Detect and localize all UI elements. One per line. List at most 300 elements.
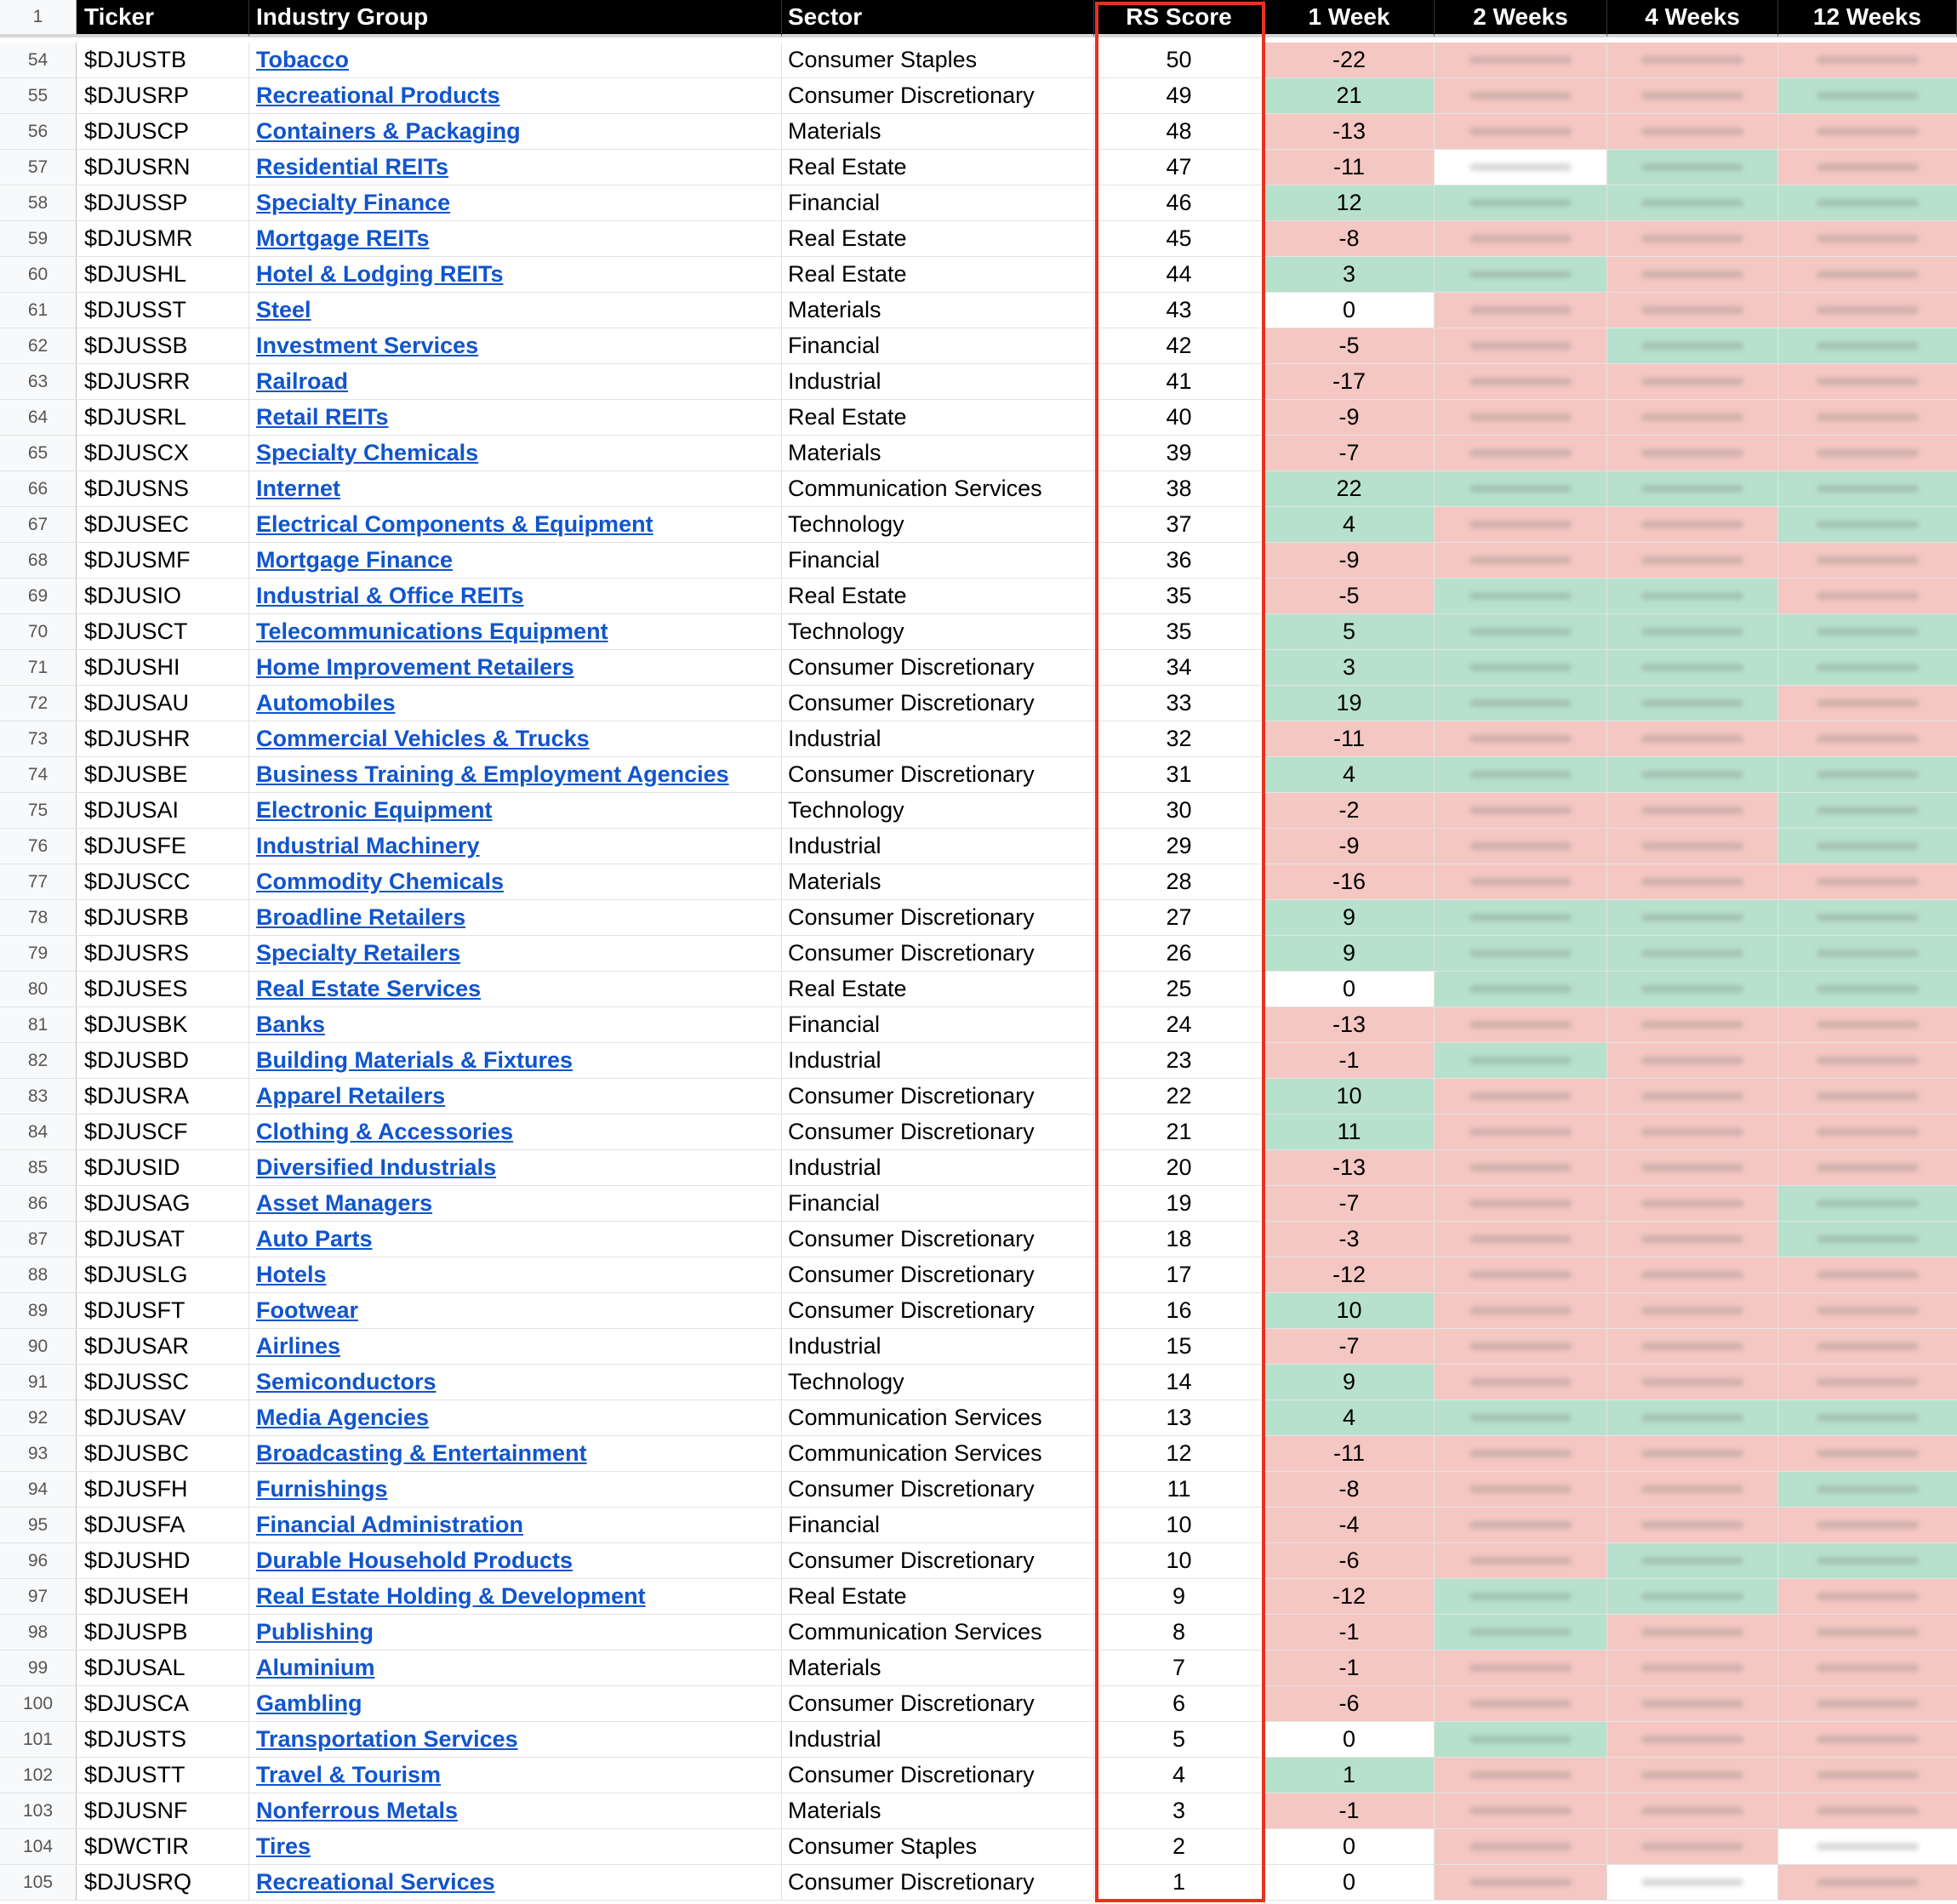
change-1-week-cell[interactable]: -12 xyxy=(1264,1579,1435,1615)
ticker-cell[interactable]: $DJUSNS xyxy=(77,471,249,507)
change-2-weeks-cell[interactable] xyxy=(1435,257,1607,293)
row-number[interactable]: 61 xyxy=(0,293,77,328)
change-12-weeks-cell[interactable] xyxy=(1778,1579,1957,1615)
industry-group-cell[interactable] xyxy=(249,1329,782,1365)
ticker-cell[interactable]: $DJUSLG xyxy=(77,1257,249,1293)
change-4-weeks-cell[interactable] xyxy=(1607,1114,1778,1150)
sector-cell[interactable]: Industrial xyxy=(782,1329,1094,1365)
change-12-weeks-cell[interactable] xyxy=(1778,436,1957,471)
row-number[interactable]: 91 xyxy=(0,1365,77,1400)
change-12-weeks-cell[interactable] xyxy=(1778,1400,1957,1436)
change-12-weeks-cell[interactable] xyxy=(1778,614,1957,650)
change-12-weeks-cell[interactable] xyxy=(1778,936,1957,972)
change-12-weeks-cell[interactable] xyxy=(1778,1793,1957,1829)
ticker-cell[interactable]: $DJUSAU xyxy=(77,686,249,721)
industry-group-link[interactable]: Aluminium xyxy=(256,1655,375,1680)
change-2-weeks-cell[interactable] xyxy=(1435,1079,1607,1114)
change-1-week-cell[interactable]: 19 xyxy=(1264,686,1435,721)
industry-group-link[interactable]: Business Training & Employment Agencies xyxy=(256,761,729,787)
change-12-weeks-cell[interactable] xyxy=(1778,1508,1957,1543)
ticker-cell[interactable]: $DJUSSP xyxy=(77,185,249,221)
row-number[interactable]: 94 xyxy=(0,1472,77,1508)
ticker-cell[interactable]: $DJUSEC xyxy=(77,507,249,543)
change-2-weeks-cell[interactable] xyxy=(1435,471,1607,507)
change-4-weeks-cell[interactable] xyxy=(1607,543,1778,579)
industry-group-link[interactable]: Internet xyxy=(256,476,341,501)
change-12-weeks-cell[interactable] xyxy=(1778,757,1957,793)
change-12-weeks-cell[interactable] xyxy=(1778,650,1957,686)
header-12-weeks[interactable]: 12 Weeks xyxy=(1778,0,1957,37)
industry-group-link[interactable]: Industrial Machinery xyxy=(256,833,480,858)
change-1-week-cell[interactable]: 4 xyxy=(1264,757,1435,793)
industry-group-cell[interactable] xyxy=(249,1257,782,1293)
industry-group-link[interactable]: Automobiles xyxy=(256,690,396,715)
rs-score-cell[interactable]: 34 xyxy=(1094,650,1264,686)
sector-cell[interactable]: Consumer Discretionary xyxy=(782,1686,1094,1722)
change-4-weeks-cell[interactable] xyxy=(1607,1865,1778,1901)
industry-group-cell[interactable] xyxy=(249,793,782,829)
rs-score-cell[interactable]: 38 xyxy=(1094,471,1264,507)
change-2-weeks-cell[interactable] xyxy=(1435,1758,1607,1793)
change-12-weeks-cell[interactable] xyxy=(1778,543,1957,579)
ticker-cell[interactable]: $DJUSAG xyxy=(77,1186,249,1222)
ticker-cell[interactable]: $DJUSAV xyxy=(77,1400,249,1436)
change-2-weeks-cell[interactable] xyxy=(1435,1222,1607,1257)
change-2-weeks-cell[interactable] xyxy=(1435,1365,1607,1400)
rs-score-cell[interactable]: 16 xyxy=(1094,1293,1264,1329)
industry-group-cell[interactable] xyxy=(249,579,782,614)
change-2-weeks-cell[interactable] xyxy=(1435,1400,1607,1436)
change-4-weeks-cell[interactable] xyxy=(1607,972,1778,1007)
industry-group-link[interactable]: Footwear xyxy=(256,1297,359,1323)
change-12-weeks-cell[interactable] xyxy=(1778,1186,1957,1222)
change-4-weeks-cell[interactable] xyxy=(1607,1615,1778,1650)
change-4-weeks-cell[interactable] xyxy=(1607,793,1778,829)
sector-cell[interactable]: Communication Services xyxy=(782,1436,1094,1472)
row-number[interactable]: 63 xyxy=(0,364,77,400)
ticker-cell[interactable]: $DWCTIR xyxy=(77,1829,249,1865)
sector-cell[interactable]: Consumer Discretionary xyxy=(782,650,1094,686)
change-12-weeks-cell[interactable] xyxy=(1778,686,1957,721)
change-12-weeks-cell[interactable] xyxy=(1778,114,1957,150)
industry-group-link[interactable]: Mortgage Finance xyxy=(256,547,454,573)
change-4-weeks-cell[interactable] xyxy=(1607,721,1778,757)
ticker-cell[interactable]: $DJUSCT xyxy=(77,614,249,650)
row-number[interactable]: 104 xyxy=(0,1829,77,1865)
row-number[interactable]: 65 xyxy=(0,436,77,471)
change-12-weeks-cell[interactable] xyxy=(1778,1829,1957,1865)
ticker-cell[interactable]: $DJUSTB xyxy=(77,43,249,78)
sector-cell[interactable]: Real Estate xyxy=(782,221,1094,257)
ticker-cell[interactable]: $DJUSBC xyxy=(77,1436,249,1472)
rs-score-cell[interactable]: 28 xyxy=(1094,864,1264,900)
change-12-weeks-cell[interactable] xyxy=(1778,507,1957,543)
sector-cell[interactable]: Financial xyxy=(782,543,1094,579)
rs-score-cell[interactable]: 8 xyxy=(1094,1615,1264,1650)
change-4-weeks-cell[interactable] xyxy=(1607,1293,1778,1329)
sector-cell[interactable]: Consumer Discretionary xyxy=(782,757,1094,793)
ticker-cell[interactable]: $DJUSMR xyxy=(77,221,249,257)
change-1-week-cell[interactable]: 12 xyxy=(1264,185,1435,221)
rs-score-cell[interactable]: 17 xyxy=(1094,1257,1264,1293)
industry-group-cell[interactable] xyxy=(249,1079,782,1114)
change-12-weeks-cell[interactable] xyxy=(1778,579,1957,614)
industry-group-link[interactable]: Asset Managers xyxy=(256,1190,433,1216)
change-1-week-cell[interactable]: -13 xyxy=(1264,114,1435,150)
sector-cell[interactable]: Communication Services xyxy=(782,471,1094,507)
change-2-weeks-cell[interactable] xyxy=(1435,1257,1607,1293)
ticker-cell[interactable]: $DJUSFE xyxy=(77,829,249,864)
rs-score-cell[interactable]: 39 xyxy=(1094,436,1264,471)
change-2-weeks-cell[interactable] xyxy=(1435,150,1607,185)
row-number[interactable]: 93 xyxy=(0,1436,77,1472)
industry-group-cell[interactable] xyxy=(249,364,782,400)
ticker-cell[interactable]: $DJUSRQ xyxy=(77,1865,249,1901)
industry-group-link[interactable]: Tires xyxy=(256,1833,311,1859)
change-1-week-cell[interactable]: 10 xyxy=(1264,1293,1435,1329)
header-ticker[interactable]: Ticker xyxy=(77,0,249,37)
rs-score-cell[interactable]: 3 xyxy=(1094,1793,1264,1829)
industry-group-cell[interactable] xyxy=(249,1650,782,1686)
change-1-week-cell[interactable]: -1 xyxy=(1264,1043,1435,1079)
change-4-weeks-cell[interactable] xyxy=(1607,579,1778,614)
rs-score-cell[interactable]: 10 xyxy=(1094,1508,1264,1543)
row-number[interactable]: 66 xyxy=(0,471,77,507)
sector-cell[interactable]: Industrial xyxy=(782,1150,1094,1186)
change-4-weeks-cell[interactable] xyxy=(1607,1472,1778,1508)
sector-cell[interactable]: Technology xyxy=(782,507,1094,543)
change-12-weeks-cell[interactable] xyxy=(1778,1114,1957,1150)
industry-group-link[interactable]: Telecommunications Equipment xyxy=(256,619,608,644)
change-12-weeks-cell[interactable] xyxy=(1778,900,1957,936)
change-1-week-cell[interactable]: -11 xyxy=(1264,1436,1435,1472)
change-4-weeks-cell[interactable] xyxy=(1607,257,1778,293)
ticker-cell[interactable]: $DJUSCC xyxy=(77,864,249,900)
change-4-weeks-cell[interactable] xyxy=(1607,1400,1778,1436)
change-1-week-cell[interactable]: -2 xyxy=(1264,793,1435,829)
sector-cell[interactable]: Materials xyxy=(782,293,1094,328)
row-number[interactable]: 54 xyxy=(0,43,77,78)
change-1-week-cell[interactable]: 0 xyxy=(1264,1865,1435,1901)
sector-cell[interactable]: Consumer Discretionary xyxy=(782,1114,1094,1150)
change-4-weeks-cell[interactable] xyxy=(1607,1329,1778,1365)
row-number[interactable]: 58 xyxy=(0,185,77,221)
rs-score-cell[interactable]: 31 xyxy=(1094,757,1264,793)
change-2-weeks-cell[interactable] xyxy=(1435,650,1607,686)
industry-group-cell[interactable] xyxy=(249,1579,782,1615)
rs-score-cell[interactable]: 9 xyxy=(1094,1579,1264,1615)
rs-score-cell[interactable]: 44 xyxy=(1094,257,1264,293)
header-industry-group[interactable]: Industry Group xyxy=(249,0,782,37)
row-number[interactable]: 90 xyxy=(0,1329,77,1365)
sector-cell[interactable]: Industrial xyxy=(782,721,1094,757)
change-12-weeks-cell[interactable] xyxy=(1778,1650,1957,1686)
change-2-weeks-cell[interactable] xyxy=(1435,1686,1607,1722)
industry-group-link[interactable]: Furnishings xyxy=(256,1476,388,1502)
change-4-weeks-cell[interactable] xyxy=(1607,1043,1778,1079)
sector-cell[interactable]: Consumer Discretionary xyxy=(782,1758,1094,1793)
change-12-weeks-cell[interactable] xyxy=(1778,78,1957,114)
industry-group-link[interactable]: Travel & Tourism xyxy=(256,1762,442,1787)
rs-score-cell[interactable]: 30 xyxy=(1094,793,1264,829)
industry-group-cell[interactable] xyxy=(249,221,782,257)
rs-score-cell[interactable]: 46 xyxy=(1094,185,1264,221)
change-2-weeks-cell[interactable] xyxy=(1435,114,1607,150)
rs-score-cell[interactable]: 43 xyxy=(1094,293,1264,328)
industry-group-cell[interactable] xyxy=(249,1615,782,1650)
row-number[interactable]: 78 xyxy=(0,900,77,936)
industry-group-cell[interactable] xyxy=(249,757,782,793)
change-1-week-cell[interactable]: 0 xyxy=(1264,1722,1435,1758)
rs-score-cell[interactable]: 47 xyxy=(1094,150,1264,185)
sector-cell[interactable]: Materials xyxy=(782,114,1094,150)
industry-group-link[interactable]: Auto Parts xyxy=(256,1226,373,1251)
change-12-weeks-cell[interactable] xyxy=(1778,1722,1957,1758)
row-number[interactable]: 70 xyxy=(0,614,77,650)
change-1-week-cell[interactable]: -11 xyxy=(1264,150,1435,185)
ticker-cell[interactable]: $DJUSMF xyxy=(77,543,249,579)
sector-cell[interactable]: Industrial xyxy=(782,1722,1094,1758)
ticker-cell[interactable]: $DJUSFH xyxy=(77,1472,249,1508)
sector-cell[interactable]: Communication Services xyxy=(782,1615,1094,1650)
sector-cell[interactable]: Industrial xyxy=(782,364,1094,400)
industry-group-link[interactable]: Transportation Services xyxy=(256,1726,518,1752)
row-number[interactable]: 99 xyxy=(0,1650,77,1686)
row-number[interactable]: 81 xyxy=(0,1007,77,1043)
industry-group-link[interactable]: Specialty Finance xyxy=(256,190,451,215)
industry-group-cell[interactable] xyxy=(249,650,782,686)
change-1-week-cell[interactable]: 9 xyxy=(1264,1365,1435,1400)
industry-group-link[interactable]: Retail REITs xyxy=(256,404,389,430)
change-1-week-cell[interactable]: -13 xyxy=(1264,1150,1435,1186)
industry-group-link[interactable]: Residential REITs xyxy=(256,154,449,180)
industry-group-link[interactable]: Clothing & Accessories xyxy=(256,1119,514,1144)
change-1-week-cell[interactable]: -13 xyxy=(1264,1007,1435,1043)
row-number[interactable]: 105 xyxy=(0,1865,77,1901)
ticker-cell[interactable]: $DJUSHI xyxy=(77,650,249,686)
change-2-weeks-cell[interactable] xyxy=(1435,686,1607,721)
change-1-week-cell[interactable]: -8 xyxy=(1264,221,1435,257)
industry-group-cell[interactable] xyxy=(249,114,782,150)
row-number[interactable]: 98 xyxy=(0,1615,77,1650)
change-4-weeks-cell[interactable] xyxy=(1607,686,1778,721)
change-12-weeks-cell[interactable] xyxy=(1778,471,1957,507)
change-2-weeks-cell[interactable] xyxy=(1435,293,1607,328)
change-2-weeks-cell[interactable] xyxy=(1435,1150,1607,1186)
change-1-week-cell[interactable]: -1 xyxy=(1264,1615,1435,1650)
sector-cell[interactable]: Technology xyxy=(782,793,1094,829)
change-4-weeks-cell[interactable] xyxy=(1607,650,1778,686)
rs-score-cell[interactable]: 15 xyxy=(1094,1329,1264,1365)
change-2-weeks-cell[interactable] xyxy=(1435,793,1607,829)
change-1-week-cell[interactable]: 9 xyxy=(1264,936,1435,972)
change-1-week-cell[interactable]: -6 xyxy=(1264,1543,1435,1579)
rs-score-cell[interactable]: 42 xyxy=(1094,328,1264,364)
row-number[interactable]: 100 xyxy=(0,1686,77,1722)
rs-score-cell[interactable]: 26 xyxy=(1094,936,1264,972)
change-4-weeks-cell[interactable] xyxy=(1607,1079,1778,1114)
industry-group-cell[interactable] xyxy=(249,78,782,114)
rs-score-cell[interactable]: 10 xyxy=(1094,1543,1264,1579)
change-12-weeks-cell[interactable] xyxy=(1778,1222,1957,1257)
row-number[interactable]: 84 xyxy=(0,1114,77,1150)
change-1-week-cell[interactable]: -12 xyxy=(1264,1257,1435,1293)
change-2-weeks-cell[interactable] xyxy=(1435,507,1607,543)
rs-score-cell[interactable]: 18 xyxy=(1094,1222,1264,1257)
change-2-weeks-cell[interactable] xyxy=(1435,221,1607,257)
sector-cell[interactable]: Real Estate xyxy=(782,972,1094,1007)
ticker-cell[interactable]: $DJUSEH xyxy=(77,1579,249,1615)
sector-cell[interactable]: Real Estate xyxy=(782,257,1094,293)
row-number[interactable]: 95 xyxy=(0,1508,77,1543)
change-4-weeks-cell[interactable] xyxy=(1607,1650,1778,1686)
row-number[interactable]: 1 xyxy=(0,0,77,37)
industry-group-cell[interactable] xyxy=(249,1472,782,1508)
change-2-weeks-cell[interactable] xyxy=(1435,829,1607,864)
industry-group-cell[interactable] xyxy=(249,1793,782,1829)
sector-cell[interactable]: Industrial xyxy=(782,829,1094,864)
row-number[interactable]: 103 xyxy=(0,1793,77,1829)
change-12-weeks-cell[interactable] xyxy=(1778,1043,1957,1079)
change-2-weeks-cell[interactable] xyxy=(1435,1114,1607,1150)
industry-group-link[interactable]: Broadcasting & Entertainment xyxy=(256,1440,587,1466)
rs-score-cell[interactable]: 7 xyxy=(1094,1650,1264,1686)
change-2-weeks-cell[interactable] xyxy=(1435,1472,1607,1508)
row-number[interactable]: 71 xyxy=(0,650,77,686)
change-2-weeks-cell[interactable] xyxy=(1435,1543,1607,1579)
change-4-weeks-cell[interactable] xyxy=(1607,1686,1778,1722)
ticker-cell[interactable]: $DJUSBD xyxy=(77,1043,249,1079)
change-12-weeks-cell[interactable] xyxy=(1778,185,1957,221)
row-number[interactable]: 79 xyxy=(0,936,77,972)
change-2-weeks-cell[interactable] xyxy=(1435,900,1607,936)
change-12-weeks-cell[interactable] xyxy=(1778,150,1957,185)
industry-group-cell[interactable] xyxy=(249,1365,782,1400)
industry-group-cell[interactable] xyxy=(249,1222,782,1257)
industry-group-link[interactable]: Electronic Equipment xyxy=(256,797,493,823)
ticker-cell[interactable]: $DJUSST xyxy=(77,293,249,328)
sector-cell[interactable]: Consumer Discretionary xyxy=(782,1257,1094,1293)
change-1-week-cell[interactable]: -4 xyxy=(1264,1508,1435,1543)
change-1-week-cell[interactable]: 0 xyxy=(1264,972,1435,1007)
industry-group-link[interactable]: Diversified Industrials xyxy=(256,1154,497,1180)
rs-score-cell[interactable]: 13 xyxy=(1094,1400,1264,1436)
rs-score-cell[interactable]: 21 xyxy=(1094,1114,1264,1150)
change-12-weeks-cell[interactable] xyxy=(1778,1257,1957,1293)
ticker-cell[interactable]: $DJUSCX xyxy=(77,436,249,471)
sector-cell[interactable]: Consumer Discretionary xyxy=(782,936,1094,972)
rs-score-cell[interactable]: 36 xyxy=(1094,543,1264,579)
change-2-weeks-cell[interactable] xyxy=(1435,864,1607,900)
change-4-weeks-cell[interactable] xyxy=(1607,1150,1778,1186)
rs-score-cell[interactable]: 4 xyxy=(1094,1758,1264,1793)
change-12-weeks-cell[interactable] xyxy=(1778,829,1957,864)
industry-group-link[interactable]: Real Estate Holding & Development xyxy=(256,1583,646,1609)
row-number[interactable]: 92 xyxy=(0,1400,77,1436)
industry-group-cell[interactable] xyxy=(249,972,782,1007)
ticker-cell[interactable]: $DJUSRL xyxy=(77,400,249,436)
change-2-weeks-cell[interactable] xyxy=(1435,721,1607,757)
industry-group-cell[interactable] xyxy=(249,1508,782,1543)
change-1-week-cell[interactable]: -7 xyxy=(1264,1329,1435,1365)
sector-cell[interactable]: Materials xyxy=(782,864,1094,900)
change-1-week-cell[interactable]: 9 xyxy=(1264,900,1435,936)
ticker-cell[interactable]: $DJUSCF xyxy=(77,1114,249,1150)
change-2-weeks-cell[interactable] xyxy=(1435,328,1607,364)
rs-score-cell[interactable]: 27 xyxy=(1094,900,1264,936)
row-number[interactable]: 75 xyxy=(0,793,77,829)
industry-group-link[interactable]: Airlines xyxy=(256,1333,341,1359)
industry-group-cell[interactable] xyxy=(249,829,782,864)
row-number[interactable]: 83 xyxy=(0,1079,77,1114)
change-2-weeks-cell[interactable] xyxy=(1435,1293,1607,1329)
change-4-weeks-cell[interactable] xyxy=(1607,829,1778,864)
header-4-weeks[interactable]: 4 Weeks xyxy=(1607,0,1778,37)
ticker-cell[interactable]: $DJUSAI xyxy=(77,793,249,829)
industry-group-link[interactable]: Commercial Vehicles & Trucks xyxy=(256,726,590,751)
rs-score-cell[interactable]: 29 xyxy=(1094,829,1264,864)
industry-group-link[interactable]: Publishing xyxy=(256,1619,374,1645)
change-2-weeks-cell[interactable] xyxy=(1435,757,1607,793)
change-4-weeks-cell[interactable] xyxy=(1607,507,1778,543)
change-1-week-cell[interactable]: 1 xyxy=(1264,1758,1435,1793)
rs-score-cell[interactable]: 40 xyxy=(1094,400,1264,436)
row-number[interactable]: 89 xyxy=(0,1293,77,1329)
header-2-weeks[interactable]: 2 Weeks xyxy=(1435,0,1607,37)
change-1-week-cell[interactable]: 3 xyxy=(1264,650,1435,686)
sector-cell[interactable]: Industrial xyxy=(782,1043,1094,1079)
change-2-weeks-cell[interactable] xyxy=(1435,364,1607,400)
sector-cell[interactable]: Consumer Discretionary xyxy=(782,1543,1094,1579)
rs-score-cell[interactable]: 20 xyxy=(1094,1150,1264,1186)
ticker-cell[interactable]: $DJUSRA xyxy=(77,1079,249,1114)
sector-cell[interactable]: Real Estate xyxy=(782,1579,1094,1615)
change-1-week-cell[interactable]: -9 xyxy=(1264,400,1435,436)
sector-cell[interactable]: Consumer Staples xyxy=(782,43,1094,78)
rs-score-cell[interactable]: 35 xyxy=(1094,579,1264,614)
industry-group-cell[interactable] xyxy=(249,1186,782,1222)
sector-cell[interactable]: Consumer Discretionary xyxy=(782,1865,1094,1901)
industry-group-link[interactable]: Real Estate Services xyxy=(256,976,482,1001)
ticker-cell[interactable]: $DJUSHR xyxy=(77,721,249,757)
industry-group-cell[interactable] xyxy=(249,686,782,721)
change-4-weeks-cell[interactable] xyxy=(1607,1007,1778,1043)
ticker-cell[interactable]: $DJUSIO xyxy=(77,579,249,614)
rs-score-cell[interactable]: 48 xyxy=(1094,114,1264,150)
sector-cell[interactable]: Technology xyxy=(782,1365,1094,1400)
sector-cell[interactable]: Real Estate xyxy=(782,579,1094,614)
ticker-cell[interactable]: $DJUSES xyxy=(77,972,249,1007)
ticker-cell[interactable]: $DJUSPB xyxy=(77,1615,249,1650)
rs-score-cell[interactable]: 19 xyxy=(1094,1186,1264,1222)
change-1-week-cell[interactable]: -9 xyxy=(1264,543,1435,579)
sector-cell[interactable]: Consumer Discretionary xyxy=(782,1293,1094,1329)
change-4-weeks-cell[interactable] xyxy=(1607,936,1778,972)
industry-group-link[interactable]: Banks xyxy=(256,1012,326,1037)
change-2-weeks-cell[interactable] xyxy=(1435,1829,1607,1865)
change-4-weeks-cell[interactable] xyxy=(1607,1722,1778,1758)
rs-score-cell[interactable]: 32 xyxy=(1094,721,1264,757)
industry-group-link[interactable]: Mortgage REITs xyxy=(256,225,430,251)
change-2-weeks-cell[interactable] xyxy=(1435,185,1607,221)
change-4-weeks-cell[interactable] xyxy=(1607,400,1778,436)
change-4-weeks-cell[interactable] xyxy=(1607,614,1778,650)
industry-group-cell[interactable] xyxy=(249,328,782,364)
change-12-weeks-cell[interactable] xyxy=(1778,43,1957,78)
change-2-weeks-cell[interactable] xyxy=(1435,1865,1607,1901)
change-4-weeks-cell[interactable] xyxy=(1607,221,1778,257)
sector-cell[interactable]: Materials xyxy=(782,1793,1094,1829)
